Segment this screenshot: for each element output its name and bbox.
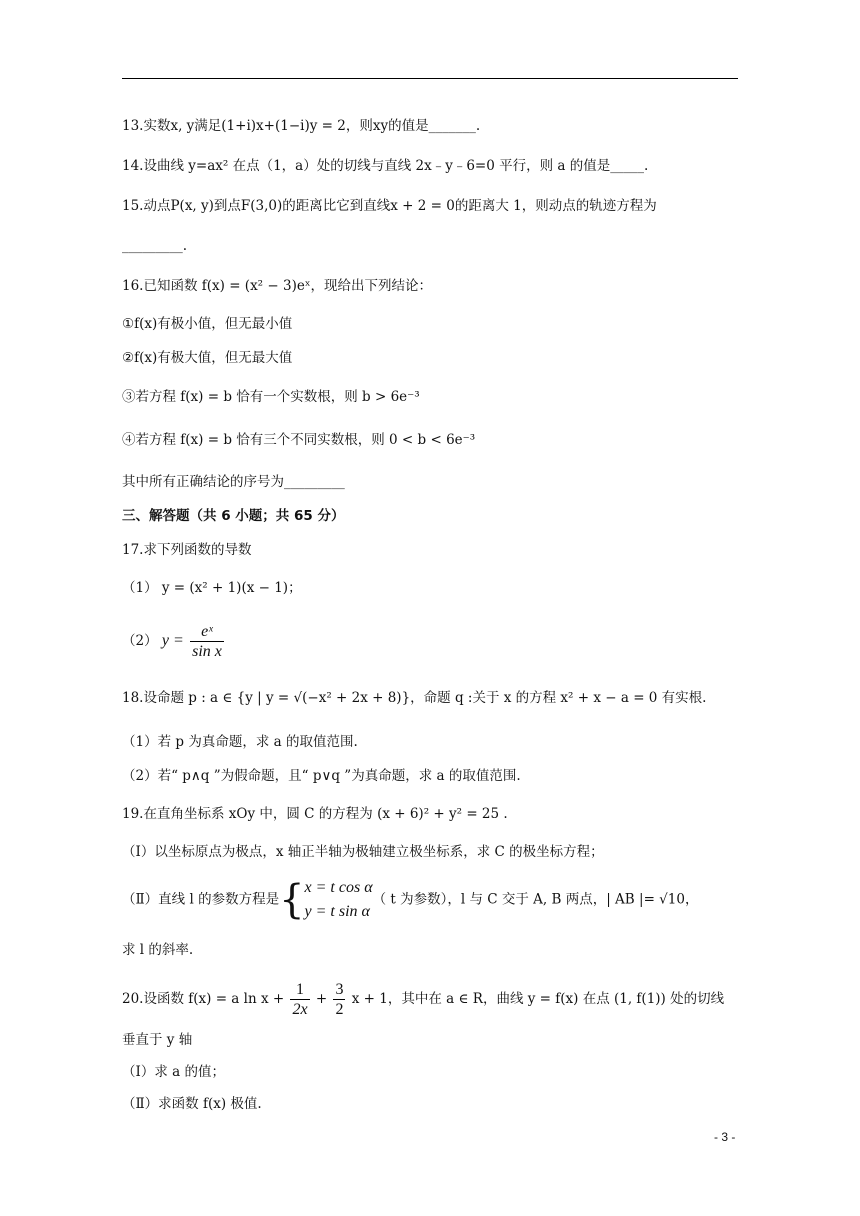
- page-number: - 3 -: [714, 1130, 736, 1144]
- q20-f2-den: 2: [335, 1001, 344, 1019]
- left-brace: {: [279, 877, 305, 923]
- question-20-part-2: （Ⅱ）求函数 f(x) 极值.: [122, 1096, 262, 1112]
- question-17-part-2: [122, 622, 226, 661]
- question-20-part-1: （Ⅰ）求 a 的值；: [122, 1064, 225, 1080]
- q17-p2-label: （2）: [122, 633, 158, 650]
- question-18-part-2: （2）若“ p∧q ”为假命题，且“ p∨q ”为真命题，求 a 的取值范围.: [122, 768, 521, 784]
- header-rule: [122, 78, 738, 79]
- question-15-line1: 15.动点P(x, y)到点F(3,0)的距离比它到直线x + 2 = 0的距离大 1，则动点的轨迹方程为: [122, 198, 657, 214]
- question-16-answer-line: 其中所有正确结论的序号为_________: [122, 474, 345, 490]
- q20-pre: 20.设函数 f(x) = a ln x +: [122, 991, 285, 1008]
- question-17-stem: 17.求下列函数的导数: [122, 542, 252, 558]
- question-20-stem: [122, 980, 724, 1019]
- parametric-system: [305, 876, 373, 924]
- q17-p2-fraction: [190, 622, 224, 661]
- question-17-part-1: （1） y = (x² + 1)(x − 1)；: [122, 580, 302, 596]
- q17-p2-numerator: eˣ: [190, 622, 224, 642]
- question-16-option-4: ④若方程 f(x) = b 恰有三个不同实数根，则 0 < b < 6e⁻³: [122, 432, 476, 448]
- question-19-part-2: [122, 876, 698, 924]
- question-16-option-3: ③若方程 f(x) = b 恰有一个实数根，则 b > 6e⁻³: [122, 389, 420, 405]
- question-19-part-1: （Ⅰ）以坐标原点为极点，x 轴正半轴为极轴建立极坐标系，求 C 的极坐标方程；: [122, 844, 604, 860]
- q20-f1-num: 1: [290, 980, 309, 1000]
- question-18-stem: 18.设命题 p : a ∈ {y | y = √(−x² + 2x + 8)}，命题 q :关于 x 的方程 x² + x − a = 0 有实根.: [122, 690, 707, 706]
- param-eq-x: x = t cos α: [304, 879, 373, 896]
- q17-p2-denominator: sin x: [192, 643, 222, 661]
- section-3-title: 三、解答题（共 6 小题；共 65 分）: [122, 508, 345, 524]
- q19-p2-post: （ t 为参数），l 与 C 交于 A, B 两点，| AB |= √10，: [372, 891, 699, 908]
- question-15-line2: _________.: [122, 238, 188, 254]
- q20-f1-den: 2x: [292, 1001, 308, 1019]
- question-16-option-2: ②f(x)有极大值，但无最大值: [122, 350, 293, 366]
- param-eq-y: y = t sin α: [304, 903, 370, 920]
- q20-post: x + 1，其中在 a ∈ R，曲线 y = f(x) 在点 (1, f(1)) 处的切线: [351, 991, 725, 1008]
- question-20-line2: 垂直于 y 轴: [122, 1032, 193, 1048]
- q20-f2-num: 3: [333, 980, 345, 1000]
- question-14: 14.设曲线 y=ax² 在点（1，a）处的切线与直线 2x﹣y﹣6=0 平行，则 a 的值是_____.: [122, 158, 649, 174]
- question-16-option-1: ①f(x)有极小值，但无最小值: [122, 316, 293, 332]
- question-16-stem: 16.已知函数 f(x) = (x² − 3)eˣ，现给出下列结论：: [122, 278, 433, 294]
- q20-plus: +: [315, 991, 328, 1008]
- q20-fraction-1: [290, 980, 309, 1019]
- question-19-stem: 19.在直角坐标系 xOy 中，圆 C 的方程为 (x + 6)² + y² = 25 .: [122, 806, 508, 822]
- q19-p2-pre: （Ⅱ）直线 l 的参数方程是: [122, 891, 280, 908]
- question-19-end: 求 l 的斜率.: [122, 942, 194, 958]
- q17-p2-lhs: y =: [161, 632, 184, 650]
- question-13: 13.实数x, y满足(1+i)x+(1−i)y = 2，则xy的值是_______.: [122, 118, 481, 134]
- q20-fraction-2: [333, 980, 345, 1019]
- question-18-part-1: （1）若 p 为真命题，求 a 的取值范围.: [122, 734, 358, 750]
